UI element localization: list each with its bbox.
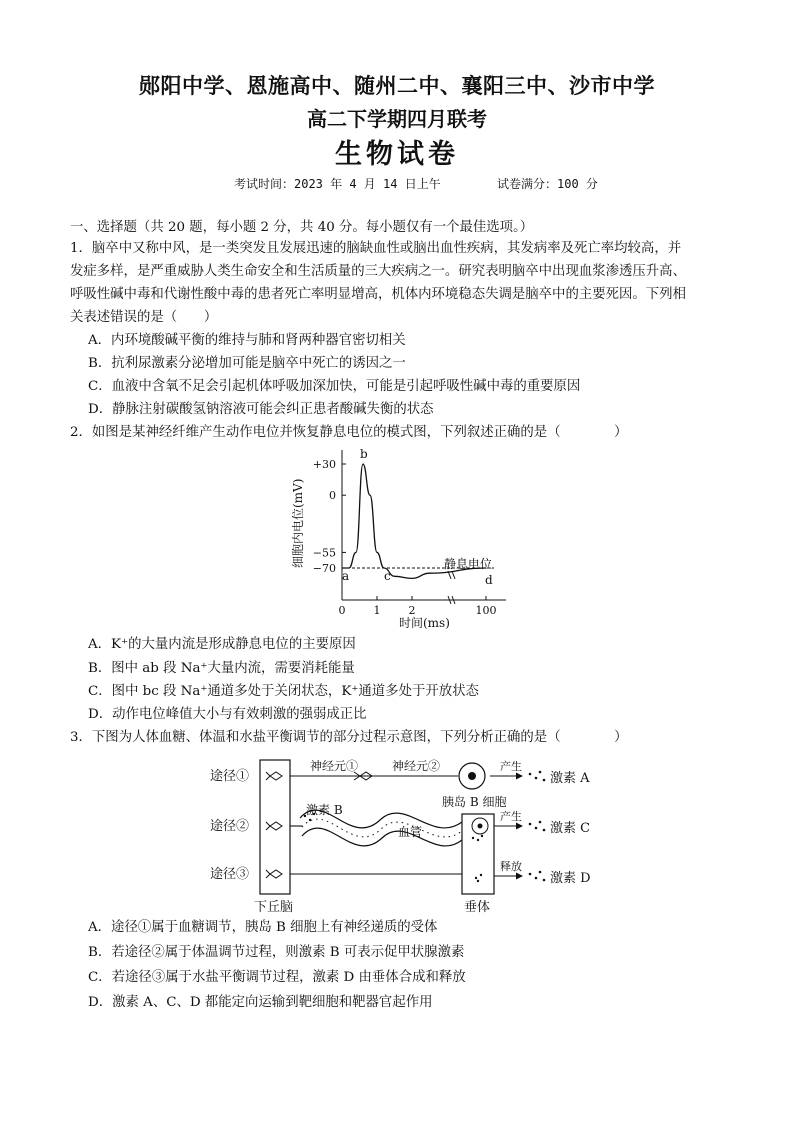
path-1-label: 途径① <box>210 769 250 784</box>
q1-option-d: D．静脉注射碳酸氢钠溶液可能会纠正患者酸碱失衡的状态 <box>88 402 434 417</box>
x-axis-label: 时间(ms) <box>399 616 450 630</box>
blood-vessel <box>302 819 462 837</box>
q2-stem: 2．如图是某神经纤维产生动作电位并恢复静息电位的模式图，下列叙述正确的是（ ） <box>70 425 628 440</box>
q1-stem-line: 呼吸性碱中毒和代谢性酸中毒的患者死亡率明显增高，机体内环境稳态失调是脑卒中的主要死因。下列相 <box>70 287 686 302</box>
path-3-label: 途径③ <box>210 867 250 882</box>
hormone-b-label: 激素 B <box>306 803 343 817</box>
q2-option-d: D．动作电位峰值大小与有效刺激的强弱成正比 <box>88 707 367 722</box>
point-label-d: d <box>485 573 493 587</box>
x-tick-label: 100 <box>475 604 497 617</box>
point-label-a: a <box>342 569 350 583</box>
exam-name: 高二下学期四月联考 <box>307 107 487 131</box>
q3-option-c: C．若途径③属于水盐平衡调节过程，激素 D 由垂体合成和释放 <box>88 970 466 985</box>
y-tick-label: +30 <box>312 458 336 471</box>
point-label-b: b <box>360 447 368 461</box>
q1-option-b: B．抗利尿激素分泌增加可能是脑卒中死亡的诱因之一 <box>88 356 406 371</box>
pituitary-label: 垂体 <box>464 900 491 915</box>
point-label-c: c <box>384 569 391 583</box>
hypothalamus-label: 下丘脑 <box>254 900 294 915</box>
release-label: 释放 <box>500 860 522 873</box>
q3-option-a: A．途径①属于血糖调节，胰岛 B 细胞上有神经递质的受体 <box>88 920 438 935</box>
x-tick-label: 0 <box>338 604 346 617</box>
action-potential-chart <box>280 446 520 636</box>
q1-stem-line: 关表述错误的是（ ） <box>70 310 218 325</box>
q1-option-c: C．血液中含氧不足会引起机体呼吸加深加快，可能是引起呼吸性碱中毒的重要原因 <box>88 379 581 394</box>
q1-stem-line: 1．脑卒中又称中风，是一类突发且发展迅速的脑缺血性或脑出血性疾病，其发病率及死亡率均较高，并 <box>70 241 682 256</box>
islet-label: 胰岛 B 细胞 <box>442 795 507 809</box>
resting-annotation: 静息电位 <box>444 557 493 571</box>
hormone-a-label: 激素 A <box>550 771 590 786</box>
full-score: 试卷满分：100 分 <box>497 177 598 191</box>
regulation-diagram <box>210 756 620 916</box>
q3-option-b: B．若途径②属于体温调节过程，则激素 B 可表示促甲状腺激素 <box>88 945 465 960</box>
path-2-label: 途径② <box>210 819 250 834</box>
section-title: 一、选择题（共 20 题，每小题 2 分，共 40 分。每小题仅有一个最佳选项。） <box>70 220 534 235</box>
produce-label-2: 产生 <box>500 810 522 823</box>
q3-option-d: D．激素 A、C、D 都能定向运输到靶细胞和靶器官起作用 <box>88 995 433 1010</box>
exam-time: 考试时间：2023 年 4 月 14 日上午 <box>234 177 441 191</box>
x-tick-label: 1 <box>373 604 381 617</box>
y-tick-label: 0 <box>329 489 336 503</box>
produce-label-1: 产生 <box>500 760 522 773</box>
hormone-c-label: 激素 C <box>550 821 591 836</box>
y-axis-label: 细胞内电位(mV) <box>291 478 305 568</box>
school-names: 郧阳中学、恩施高中、随州二中、襄阳三中、沙市中学 <box>139 73 655 98</box>
q1-stem-line: 发症多样，是严重威胁人类生命安全和生活质量的三大疾病之一。研究表明脑卒中出现血浆渗透压升高、 <box>70 264 686 279</box>
y-tick-label: −55 <box>312 546 336 560</box>
hypothalamus-box <box>260 760 290 894</box>
q3-stem: 3．下图为人体血糖、体温和水盐平衡调节的部分过程示意图，下列分析正确的是（ ） <box>70 730 628 745</box>
vessel-label: 血管 <box>398 825 423 839</box>
subject-title: 生物试卷 <box>335 139 459 170</box>
q2-option-c: C．图中 bc 段 Na⁺通道多处于关闭状态，K⁺通道多处于开放状态 <box>88 684 479 699</box>
hormone-d-label: 激素 D <box>550 871 591 886</box>
q2-option-b: B．图中 ab 段 Na⁺大量内流，需要消耗能量 <box>88 661 355 676</box>
y-tick-label: −70 <box>312 562 336 575</box>
q1-option-a: A．内环境酸碱平衡的维持与肺和肾两种器官密切相关 <box>88 333 406 348</box>
x-tick-label: 2 <box>408 604 416 617</box>
q2-option-a: A．K⁺的大量内流是形成静息电位的主要原因 <box>88 637 356 652</box>
neuron-2-label: 神经元② <box>392 759 441 773</box>
neuron-1-label: 神经元① <box>310 759 359 773</box>
